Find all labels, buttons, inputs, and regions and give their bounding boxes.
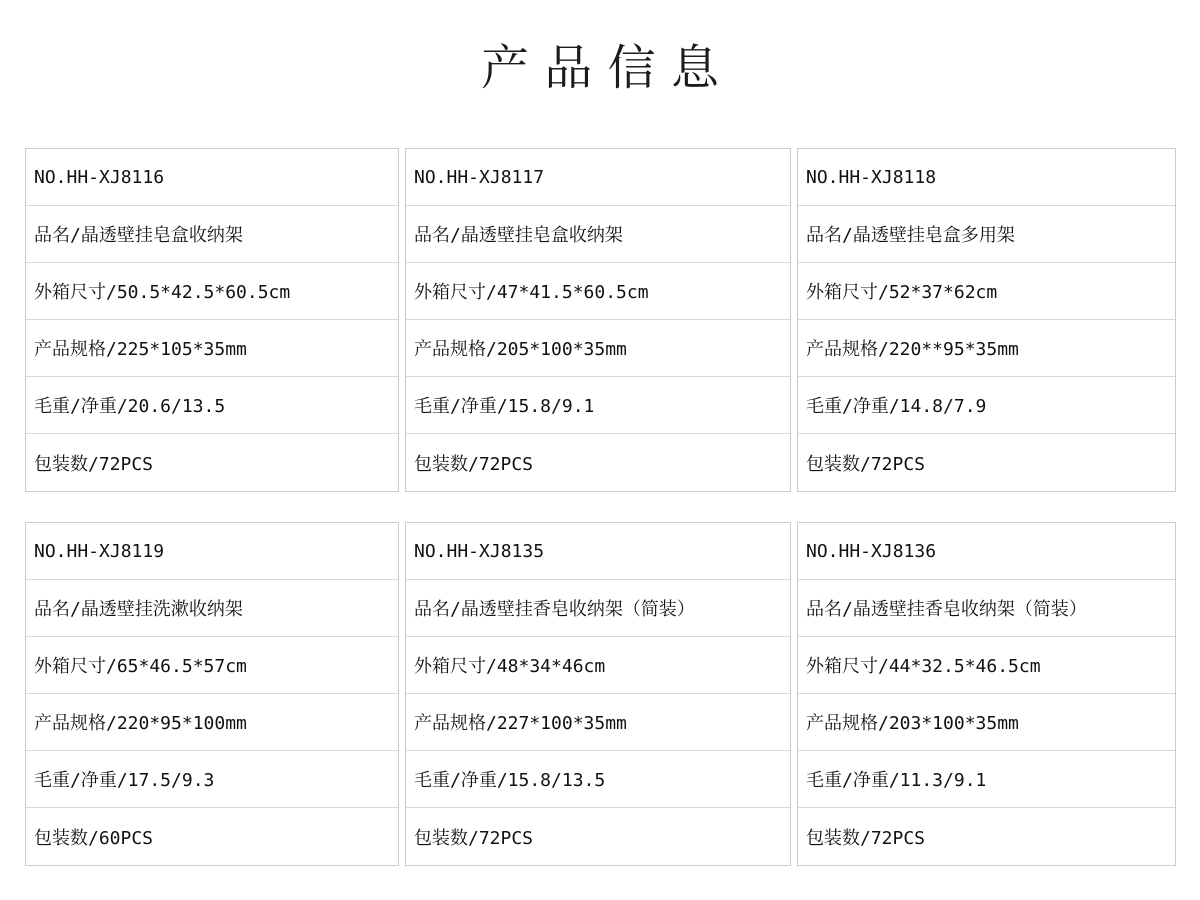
carton-size-field: 外箱尺寸/48*34*46cm [406,637,790,694]
carton-size-field: 外箱尺寸/65*46.5*57cm [26,637,398,694]
weight-field: 毛重/净重/20.6/13.5 [26,377,398,434]
page-title: 产品信息 [480,40,735,96]
product-model: NO.HH-XJ8116 [26,149,398,206]
product-card-hh-xj8119 [25,522,399,866]
product-model: NO.HH-XJ8117 [406,149,790,206]
product-card-hh-xj8117 [405,148,791,492]
product-name: 品名/晶透壁挂皂盒多用架 [798,206,1175,263]
packing-qty-field: 包装数/72PCS [806,827,926,849]
product-spec-field: 产品规格/227*100*35mm [406,694,790,751]
product-cards-row-1 [25,148,1176,492]
product-model: NO.HH-XJ8136 [798,523,1175,580]
product-model: NO.HH-XJ8118 [798,149,1175,206]
product-info-page [0,38,1200,900]
product-spec-field: 产品规格/225*105*35mm [26,320,398,377]
weight-field: 毛重/净重/11.3/9.1 [798,751,1175,808]
product-model: NO.HH-XJ8119 [26,523,398,580]
product-card-hh-xj8136 [797,522,1176,866]
product-name: 品名/晶透壁挂洗漱收纳架 [26,580,398,637]
product-spec-field: 产品规格/203*100*35mm [798,694,1175,751]
product-name: 品名/晶透壁挂香皂收纳架（简装） [406,580,790,637]
packing-qty-field: 包装数/72PCS [34,453,154,475]
packing-qty-field: 包装数/72PCS [414,827,534,849]
weight-field: 毛重/净重/17.5/9.3 [26,751,398,808]
packing-qty-field: 包装数/60PCS [34,827,154,849]
carton-size-field: 外箱尺寸/50.5*42.5*60.5cm [26,263,398,320]
packing-qty-field: 包装数/72PCS [414,453,534,475]
product-cards-row-2 [25,522,1176,866]
weight-field: 毛重/净重/15.8/9.1 [406,377,790,434]
weight-field: 毛重/净重/14.8/7.9 [798,377,1175,434]
product-spec-field: 产品规格/220**95*35mm [798,320,1175,377]
product-name: 品名/晶透壁挂皂盒收纳架 [26,206,398,263]
carton-size-field: 外箱尺寸/52*37*62cm [798,263,1175,320]
product-name: 品名/晶透壁挂皂盒收纳架 [406,206,790,263]
product-spec-field: 产品规格/220*95*100mm [26,694,398,751]
packing-qty-field: 包装数/72PCS [806,453,926,475]
weight-field: 毛重/净重/15.8/13.5 [406,751,790,808]
product-card-hh-xj8116 [25,148,399,492]
product-spec-field: 产品规格/205*100*35mm [406,320,790,377]
carton-size-field: 外箱尺寸/44*32.5*46.5cm [798,637,1175,694]
product-card-hh-xj8135 [405,522,791,866]
product-name: 品名/晶透壁挂香皂收纳架（简装） [798,580,1175,637]
carton-size-field: 外箱尺寸/47*41.5*60.5cm [406,263,790,320]
product-model: NO.HH-XJ8135 [406,523,790,580]
product-card-hh-xj8118 [797,148,1176,492]
